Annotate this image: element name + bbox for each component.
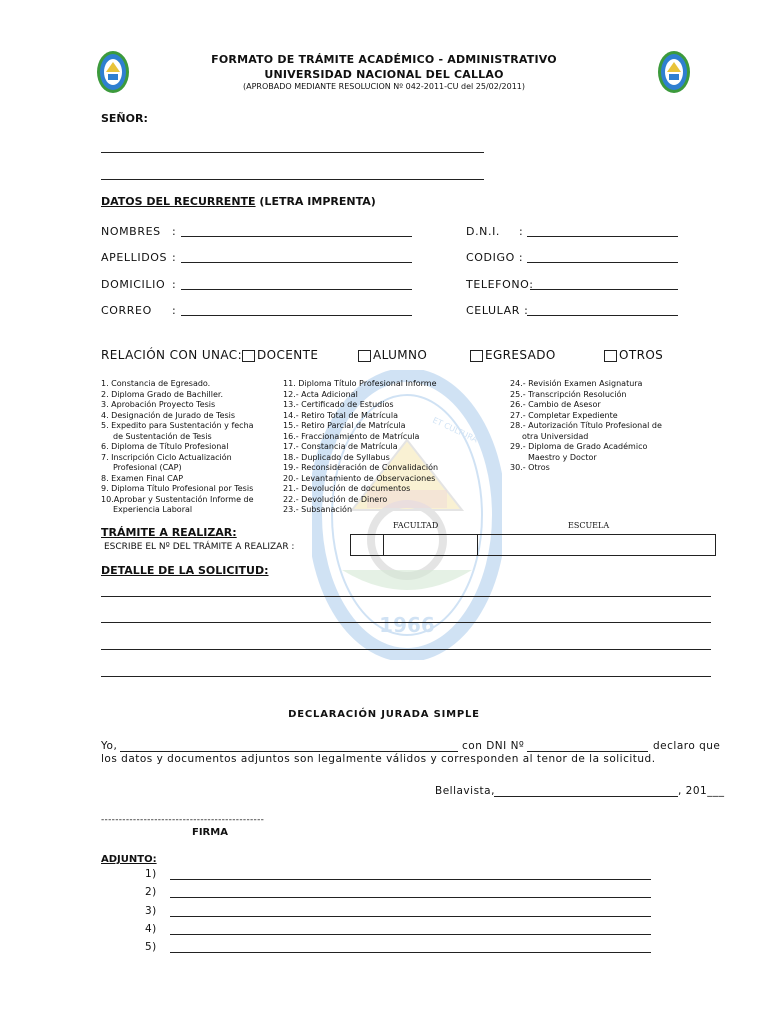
colon: : [172, 251, 177, 264]
tramite-item: 25.- Transcripción Resolución [510, 389, 627, 399]
tramite-item: 15.- Retiro Parcial de Matrícula [283, 421, 406, 430]
recurrente-title: DATOS DEL RECURRENTE [101, 195, 256, 208]
colon: : [172, 304, 177, 317]
adjunto-num-5: 5) [145, 941, 157, 953]
dni-field[interactable] [527, 236, 678, 237]
tramite-item: 8. Examen Final CAP [101, 473, 184, 483]
university-name: UNIVERSIDAD NACIONAL DEL CALLAO [264, 68, 504, 81]
nombres-field[interactable] [181, 236, 412, 237]
tramite-item: 18.- Duplicado de Syllabus [283, 452, 390, 462]
tramite-instruction: ESCRIBE EL Nº DEL TRÁMITE A REALIZAR : [104, 542, 295, 552]
tramite-number-cell[interactable] [351, 535, 384, 555]
tramites-column-1 [101, 379, 254, 516]
tramite-realizar-title: TRÁMITE A REALIZAR: [101, 526, 237, 539]
detalle-title: DETALLE DE LA SOLICITUD: [101, 564, 269, 577]
detalle-line-1[interactable] [101, 596, 711, 597]
egresado-checkbox[interactable] [470, 350, 483, 362]
adjunto-num-4: 4) [145, 923, 157, 935]
form-title: FORMATO DE TRÁMITE ACADÉMICO - ADMINISTRATIVO [211, 53, 557, 66]
yo-label: Yo, [101, 740, 118, 752]
addressee-line-2[interactable] [101, 179, 484, 180]
tramites-column-2 [283, 379, 438, 516]
colon: : [519, 225, 524, 238]
adjunto-line-4[interactable] [170, 934, 651, 935]
field-label-nombres: NOMBRES [101, 225, 161, 238]
tramite-item: 30.- Otros [510, 463, 550, 472]
option-otros[interactable] [604, 348, 663, 362]
facultad-header: FACULTAD [393, 521, 439, 530]
colon: : [172, 278, 177, 291]
adjunto-num-2: 2) [145, 886, 157, 898]
tramite-item: 22.- Devolución de Dinero [283, 494, 388, 504]
date-field[interactable] [494, 796, 678, 797]
celular-field[interactable] [527, 315, 678, 316]
tramite-item: 6. Diploma de Título Profesional [101, 442, 229, 451]
recurrente-title-suffix: (LETRA IMPRENTA) [259, 195, 376, 208]
tramite-item: 20.- Levantamiento de Observaciones [283, 473, 436, 483]
field-label-correo: CORREO [101, 304, 152, 317]
seal-motto: ET CULTURA [431, 415, 480, 445]
field-label-apellidos: APELLIDOS [101, 251, 168, 264]
adjunto-line-3[interactable] [170, 916, 651, 917]
tramite-item: 13.- Certificado de Estudios [283, 400, 394, 409]
signature-line[interactable]: ---------------------------------------------- [101, 815, 265, 825]
tramite-item: 2. Diploma Grado de Bachiller. [101, 389, 223, 399]
tramite-item: Profesional (CAP) [113, 463, 182, 472]
option-alumno[interactable] [358, 348, 427, 362]
tramite-item: 17.- Constancia de Matrícula [283, 442, 398, 451]
option-otros-label: OTROS [619, 348, 664, 362]
year-label: , 201___ [678, 785, 725, 797]
option-docente[interactable] [242, 348, 318, 362]
tramite-item: 27.- Completar Expediente [510, 410, 618, 420]
tramite-item: 26.- Cambio de Asesor [510, 400, 601, 409]
otros-checkbox[interactable] [604, 350, 617, 362]
tramite-item: 11. Diploma Título Profesional Informe [283, 379, 437, 388]
domicilio-field[interactable] [181, 289, 412, 290]
adjunto-num-1: 1) [145, 868, 157, 880]
tramite-item: 10.Aprobar y Sustentación Informe de [101, 494, 254, 504]
field-label-dni: D.N.I. [466, 225, 501, 238]
detalle-line-3[interactable] [101, 649, 711, 650]
field-label-celular: CELULAR : [466, 304, 529, 317]
field-label-domicilio: DOMICILIO [101, 278, 166, 291]
tramite-item: 12.- Acta Adicional [283, 389, 358, 399]
relacion-label: RELACIÓN CON UNAC: [101, 348, 243, 362]
apellidos-field[interactable] [181, 262, 412, 263]
tramite-item: 19.- Reconsideración de Convalidación [283, 463, 439, 472]
tramite-item: 14.- Retiro Total de Matrícula [283, 410, 398, 420]
firma-label: FIRMA [192, 827, 228, 838]
option-egresado[interactable] [470, 348, 556, 362]
tramite-item: 23.- Subsanación [283, 505, 353, 514]
tramite-item: 29.- Diploma de Grado Académico [510, 442, 648, 451]
tramite-item: 21.- Devolución de documentos [283, 484, 411, 493]
field-label-telefono: TELEFONO: [466, 278, 534, 291]
adjunto-line-2[interactable] [170, 897, 651, 898]
tramite-item: 24.- Revisión Examen Asignatura [510, 379, 643, 388]
correo-field[interactable] [181, 315, 412, 316]
tramite-item: otra Universidad [522, 431, 589, 441]
tramite-item: de Sustentación de Tesis [113, 431, 212, 441]
codigo-field[interactable] [527, 262, 678, 263]
tramite-item: 28.- Autorización Título Profesional de [510, 421, 662, 430]
tramite-item: 3. Aprobación Proyecto Tesis [101, 400, 216, 409]
tramite-item: 5. Expedito para Sustentación y fecha [101, 421, 254, 430]
adjunto-num-3: 3) [145, 905, 157, 917]
tramite-item: 9. Diploma Título Profesional por Tesis [101, 484, 254, 493]
tramite-item: Experiencia Laboral [113, 505, 193, 514]
tramite-item: 7. Inscripción Ciclo Actualización [101, 452, 232, 462]
adjunto-line-5[interactable] [170, 952, 651, 953]
declaracion-title: DECLARACIÓN JURADA SIMPLE [288, 709, 480, 720]
colon: : [172, 225, 177, 238]
option-docente-label: DOCENTE [257, 348, 319, 362]
resolution-note: (APROBADO MEDIANTE RESOLUCION Nº 042-2011-CU del 25/02/2011) [242, 82, 525, 91]
declarant-dni-field[interactable] [527, 751, 648, 752]
detalle-line-4[interactable] [101, 676, 711, 677]
tramite-item: Maestro y Doctor [528, 452, 597, 462]
tramite-item: 4. Designación de Jurado de Tesis [101, 410, 236, 420]
declaro-label: declaro que [653, 740, 721, 752]
tramites-column-3 [510, 379, 662, 474]
addressee-label: SEÑOR: [101, 112, 148, 125]
field-label-codigo: CODIGO : [466, 251, 524, 264]
escuela-header: ESCUELA [568, 521, 610, 530]
addressee-line-1[interactable] [101, 152, 484, 153]
docente-checkbox[interactable] [242, 350, 255, 362]
option-egresado-label: EGRESADO [485, 348, 556, 362]
telefono-field[interactable] [530, 289, 678, 290]
adjunto-title: ADJUNTO: [101, 854, 157, 865]
adjunto-line-1[interactable] [170, 879, 651, 880]
recurrente-section-title [101, 195, 376, 208]
seal-year: 1966 [379, 613, 435, 637]
alumno-checkbox[interactable] [358, 350, 371, 362]
declaracion-text: los datos y documentos adjuntos son legalmente válidos y corresponden al tenor de la solicitud. [101, 753, 656, 765]
tramite-input-table [350, 534, 716, 556]
declarant-name-field[interactable] [120, 751, 458, 752]
place-label: Bellavista, [435, 785, 495, 797]
tramite-item: 16.- Fraccionamiento de Matrícula [283, 431, 420, 441]
escuela-cell[interactable] [478, 535, 715, 555]
detalle-line-2[interactable] [101, 622, 711, 623]
option-alumno-label: ALUMNO [373, 348, 428, 362]
facultad-cell[interactable] [384, 535, 478, 555]
con-dni-label: con DNI Nº [462, 740, 525, 752]
tramite-item: 1. Constancia de Egresado. [101, 379, 211, 388]
